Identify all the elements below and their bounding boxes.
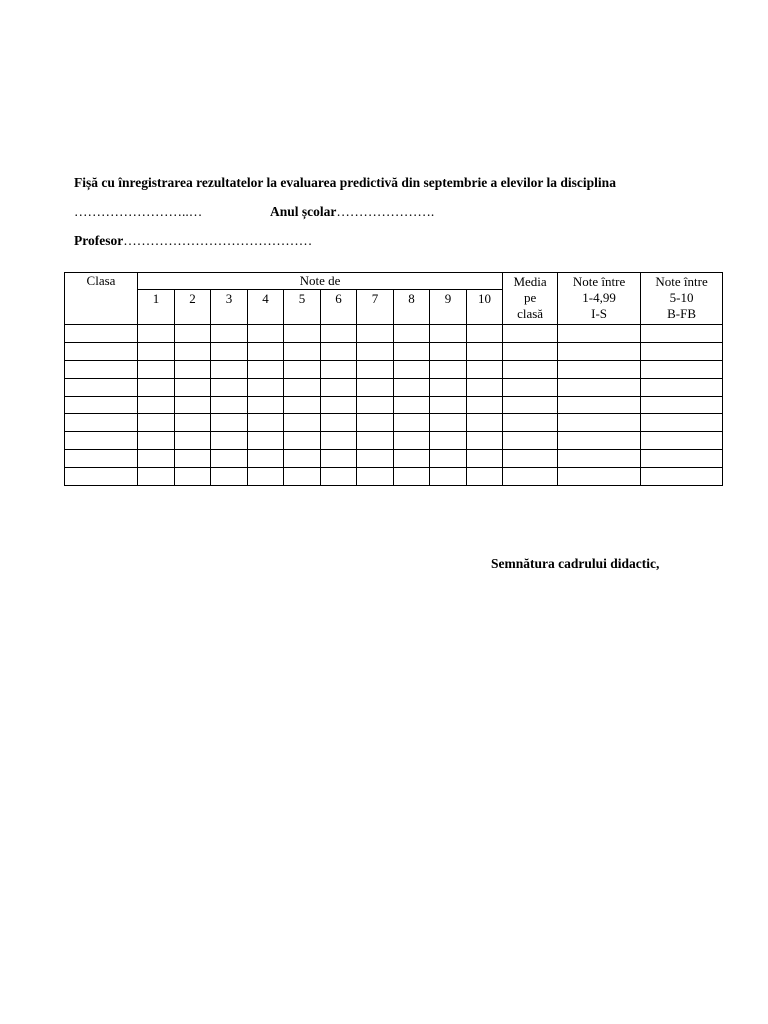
school-year	[270, 204, 434, 220]
table-cell[interactable]	[641, 325, 723, 343]
table-cell[interactable]	[394, 468, 430, 486]
table-cell[interactable]	[503, 468, 558, 486]
table-cell[interactable]	[558, 342, 641, 360]
table-cell[interactable]	[430, 468, 467, 486]
table-cell[interactable]	[65, 342, 138, 360]
table-cell[interactable]	[211, 378, 248, 396]
table-cell[interactable]	[248, 468, 284, 486]
table-cell[interactable]	[558, 450, 641, 468]
table-cell[interactable]	[394, 432, 430, 450]
table-cell[interactable]	[248, 450, 284, 468]
table-cell[interactable]	[357, 360, 394, 378]
table-cell[interactable]	[467, 360, 503, 378]
table-cell[interactable]	[284, 378, 321, 396]
table-cell[interactable]	[357, 396, 394, 414]
table-cell[interactable]	[248, 414, 284, 432]
school-year-blank: ………………….	[336, 204, 435, 219]
table-cell[interactable]	[65, 468, 138, 486]
header-insufficient	[558, 273, 641, 325]
table-cell[interactable]	[138, 414, 175, 432]
table-cell[interactable]	[284, 342, 321, 360]
table-row	[65, 396, 723, 414]
table-cell[interactable]	[430, 450, 467, 468]
teacher-signature-label: Semnătura cadrului didactic,	[491, 556, 660, 571]
table-cell[interactable]	[558, 378, 641, 396]
table-cell[interactable]	[641, 432, 723, 450]
header-average-line: pe	[523, 290, 537, 305]
header-grades: Note de	[138, 273, 503, 290]
table-cell[interactable]	[175, 414, 211, 432]
table-cell[interactable]	[503, 432, 558, 450]
teacher-blank: ……………………………………	[123, 233, 313, 248]
table-cell[interactable]	[321, 342, 357, 360]
table-cell[interactable]	[65, 432, 138, 450]
grade-number: 8	[394, 290, 430, 325]
table-cell[interactable]	[357, 414, 394, 432]
table-cell[interactable]	[394, 378, 430, 396]
table-cell[interactable]	[430, 432, 467, 450]
header-average	[503, 273, 558, 325]
table-cell[interactable]	[211, 396, 248, 414]
table-cell[interactable]	[65, 378, 138, 396]
table-cell[interactable]	[503, 342, 558, 360]
table-cell[interactable]	[430, 325, 467, 343]
table-cell[interactable]	[284, 360, 321, 378]
table-cell[interactable]	[558, 414, 641, 432]
table-cell[interactable]	[467, 342, 503, 360]
results-table	[64, 272, 723, 486]
table-cell[interactable]	[503, 396, 558, 414]
header-class: Clasa	[65, 273, 138, 325]
table-cell[interactable]	[321, 468, 357, 486]
table-cell[interactable]	[211, 360, 248, 378]
table-cell[interactable]	[321, 325, 357, 343]
table-cell[interactable]	[467, 396, 503, 414]
table-cell[interactable]	[211, 342, 248, 360]
table-cell[interactable]	[430, 360, 467, 378]
table-row	[65, 468, 723, 486]
table-cell[interactable]	[430, 414, 467, 432]
table-cell[interactable]	[321, 414, 357, 432]
table-cell[interactable]	[641, 360, 723, 378]
table-cell[interactable]	[138, 468, 175, 486]
table-cell[interactable]	[175, 360, 211, 378]
table-cell[interactable]	[321, 396, 357, 414]
table-cell[interactable]	[321, 432, 357, 450]
table-cell[interactable]	[357, 450, 394, 468]
table-cell[interactable]	[503, 360, 558, 378]
table-row	[65, 325, 723, 343]
header-good-line: Note între	[655, 274, 708, 289]
table-cell[interactable]	[65, 360, 138, 378]
table-cell[interactable]	[175, 450, 211, 468]
table-cell[interactable]	[138, 378, 175, 396]
table-cell[interactable]	[138, 432, 175, 450]
table-cell[interactable]	[284, 396, 321, 414]
table-cell[interactable]	[503, 325, 558, 343]
teacher-line	[74, 233, 312, 249]
table-cell[interactable]	[284, 325, 321, 343]
discipline-blank: ……………………..…	[74, 204, 203, 219]
table-cell[interactable]	[503, 450, 558, 468]
school-year-label: Anul școlar	[270, 204, 337, 219]
header-good-line: B-FB	[667, 306, 697, 321]
table-cell[interactable]	[641, 468, 723, 486]
table-cell[interactable]	[65, 396, 138, 414]
table-cell[interactable]	[138, 360, 175, 378]
table-cell[interactable]	[65, 414, 138, 432]
grade-number: 2	[175, 290, 211, 325]
header-insufficient-line: 1-4,99	[582, 290, 616, 305]
table-cell[interactable]	[175, 468, 211, 486]
table-cell[interactable]	[284, 450, 321, 468]
table-cell[interactable]	[394, 450, 430, 468]
table-cell[interactable]	[503, 378, 558, 396]
table-cell[interactable]	[248, 325, 284, 343]
header-good	[641, 273, 723, 325]
table-cell[interactable]	[394, 325, 430, 343]
table-cell[interactable]	[394, 414, 430, 432]
table-row	[65, 342, 723, 360]
table-body	[65, 325, 723, 486]
table-cell[interactable]	[357, 342, 394, 360]
table-cell[interactable]	[211, 432, 248, 450]
table-cell[interactable]	[467, 378, 503, 396]
table-cell[interactable]	[558, 396, 641, 414]
header-average-line: Media	[513, 274, 547, 289]
grade-number: 10	[467, 290, 503, 325]
table-cell[interactable]	[248, 396, 284, 414]
table-cell[interactable]	[284, 432, 321, 450]
table-cell[interactable]	[211, 468, 248, 486]
grade-number: 3	[211, 290, 248, 325]
table-cell[interactable]	[65, 325, 138, 343]
grade-number: 7	[357, 290, 394, 325]
table-cell[interactable]	[138, 396, 175, 414]
grade-number: 6	[321, 290, 357, 325]
table-row	[65, 450, 723, 468]
table-cell[interactable]	[175, 342, 211, 360]
table-cell[interactable]	[321, 450, 357, 468]
table-cell[interactable]	[394, 396, 430, 414]
table-cell[interactable]	[641, 396, 723, 414]
table-cell[interactable]	[503, 414, 558, 432]
table-cell[interactable]	[357, 432, 394, 450]
table-cell[interactable]	[321, 378, 357, 396]
table-cell[interactable]	[248, 432, 284, 450]
table-cell[interactable]	[284, 468, 321, 486]
table-cell[interactable]	[467, 325, 503, 343]
form-title: Fișă cu înregistrarea rezultatelor la evaluarea predictivă din septembrie a elevilor la disciplina	[74, 175, 616, 190]
grade-number: 1	[138, 290, 175, 325]
discipline-year-line	[74, 204, 435, 220]
table-cell[interactable]	[248, 360, 284, 378]
table-row	[65, 360, 723, 378]
table-cell[interactable]	[175, 396, 211, 414]
table-cell[interactable]	[467, 432, 503, 450]
grade-number: 9	[430, 290, 467, 325]
table-cell[interactable]	[467, 468, 503, 486]
table-cell[interactable]	[641, 342, 723, 360]
grade-number: 5	[284, 290, 321, 325]
header-insufficient-line: I-S	[591, 306, 608, 321]
table-cell[interactable]	[284, 414, 321, 432]
table-cell[interactable]	[467, 450, 503, 468]
table-cell[interactable]	[467, 414, 503, 432]
table-cell[interactable]	[357, 378, 394, 396]
table-cell[interactable]	[558, 360, 641, 378]
table-cell[interactable]	[430, 396, 467, 414]
table-row	[65, 378, 723, 396]
teacher-label: Profesor	[74, 233, 124, 248]
table-cell[interactable]	[430, 378, 467, 396]
table-cell[interactable]	[357, 468, 394, 486]
table-cell[interactable]	[641, 414, 723, 432]
header-insufficient-line: Note între	[572, 274, 626, 289]
table-cell[interactable]	[175, 378, 211, 396]
table-cell[interactable]	[430, 342, 467, 360]
table-cell[interactable]	[558, 325, 641, 343]
table-cell[interactable]	[558, 468, 641, 486]
table-cell[interactable]	[65, 450, 138, 468]
table-row	[65, 414, 723, 432]
table-cell[interactable]	[394, 360, 430, 378]
grade-number: 4	[248, 290, 284, 325]
table-cell[interactable]	[394, 342, 430, 360]
header-good-line: 5-10	[669, 290, 694, 305]
table-cell[interactable]	[248, 378, 284, 396]
table-cell[interactable]	[211, 325, 248, 343]
table-cell[interactable]	[641, 378, 723, 396]
table-cell[interactable]	[211, 414, 248, 432]
table-cell[interactable]	[558, 432, 641, 450]
table-cell[interactable]	[175, 325, 211, 343]
table-cell[interactable]	[641, 450, 723, 468]
table-cell[interactable]	[138, 342, 175, 360]
table-cell[interactable]	[138, 450, 175, 468]
table-cell[interactable]	[248, 342, 284, 360]
table-row	[65, 432, 723, 450]
table-cell[interactable]	[321, 360, 357, 378]
header-average-line: clasă	[517, 306, 544, 321]
table-cell[interactable]	[175, 432, 211, 450]
table-cell[interactable]	[138, 325, 175, 343]
table-cell[interactable]	[211, 450, 248, 468]
table-cell[interactable]	[357, 325, 394, 343]
